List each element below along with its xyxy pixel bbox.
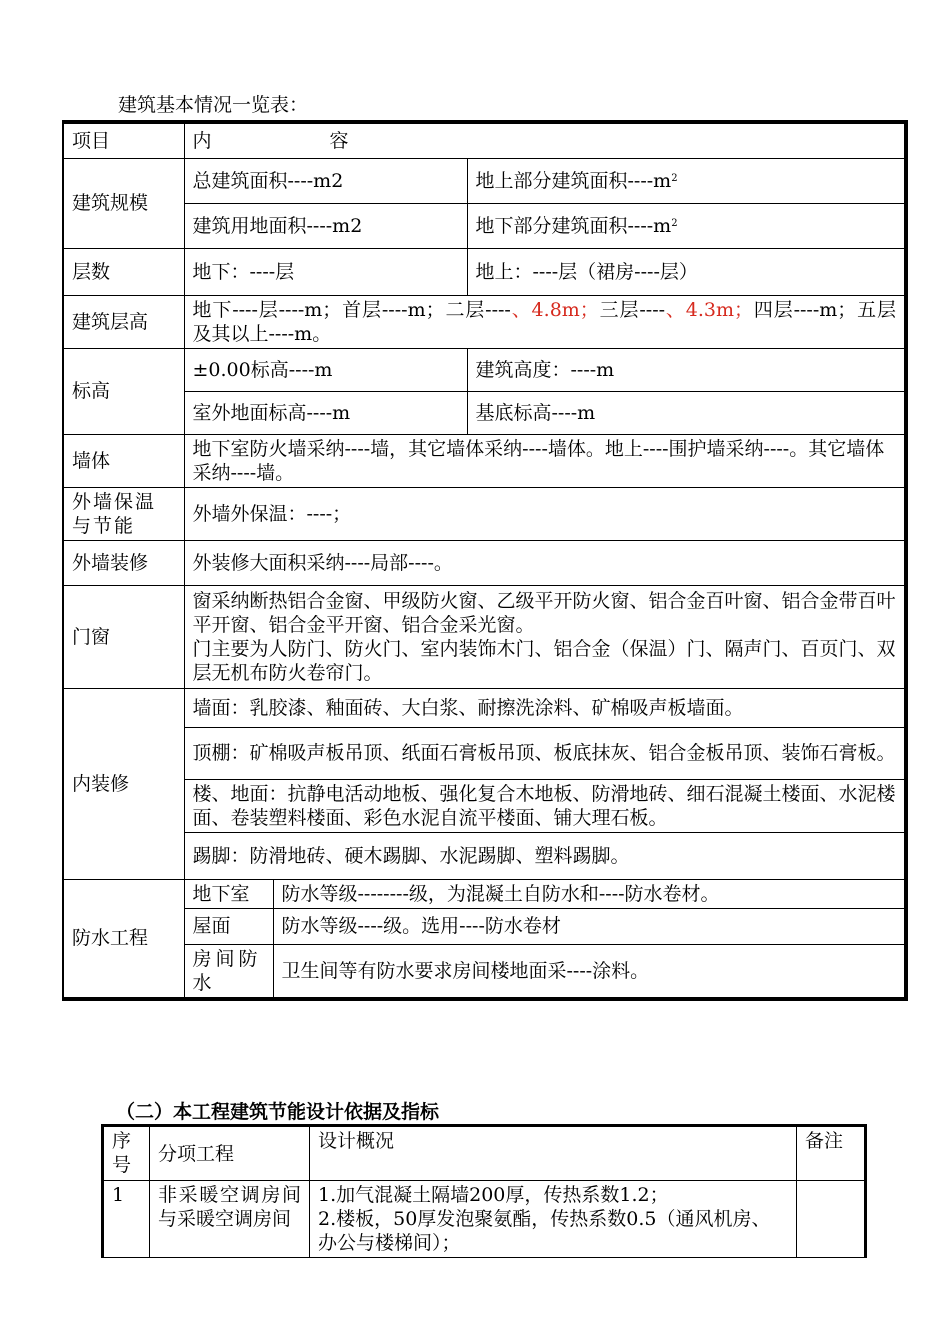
waterproof-room-label: 房间防水	[184, 944, 273, 999]
interior-skirting: 踢脚：防滑地砖、硬木踢脚、水泥踢脚、塑料踢脚。	[184, 832, 906, 879]
waterproof-room-text: 卫生间等有防水要求房间楼地面采----涂料。	[273, 944, 906, 999]
scale-label: 建筑规模	[63, 158, 184, 248]
height-label: 建筑层高	[63, 295, 184, 348]
height-text: 地下----层----m；首层----m；二层----、4.8m；三层----、4.3m；四层----m；五层及其以上----m。	[184, 295, 906, 348]
building-height: 建筑高度：----m	[467, 348, 906, 391]
above-ground-area: 地上部分建筑面积$----m^2$	[467, 158, 906, 203]
interior-ceiling: 顶棚：矿棉吸声板吊顶、纸面石膏板吊顶、板底抹灰、铝合金板吊顶、装饰石膏板。	[184, 727, 906, 779]
row-remark	[797, 1181, 866, 1258]
outdoor-elevation: 室外地面标高----m	[184, 391, 467, 434]
facade-text: 外装修大面积采纳----局部----。	[184, 540, 906, 585]
waterproof-roof-label: 屋面	[184, 908, 273, 944]
waterproof-basement-label: 地下室	[184, 879, 273, 908]
row-overview	[310, 1181, 797, 1258]
insulation-text: 外墙外保温：----；	[184, 487, 906, 540]
elevation-zero: ±0.00标高----m	[184, 348, 467, 391]
wall-label: 墙体	[63, 434, 184, 487]
floors-label: 层数	[63, 248, 184, 295]
window-text-1: 窗采纳断热铝合金窗、甲级防火窗、乙级平开防火窗、铝合金百叶窗、铝合金带百叶平开窗、铝合金平开窗、铝合金采光窗。	[192, 589, 896, 636]
interior-floor: 楼、地面：抗静电活动地板、强化复合木地板、防滑地砖、细石混凝土楼面、水泥楼面、卷装塑料楼面、彩色水泥自流平楼面、铺大理石板。	[184, 779, 906, 832]
waterproof-basement-text: 防水等级--------级，为混凝土自防水和----防水卷材。	[273, 879, 906, 908]
floors-above: 地上：----层（裙房----层）	[467, 248, 906, 295]
building-info-table	[62, 120, 908, 1001]
row-no: 1	[103, 1181, 150, 1258]
elevation-label: 标高	[63, 348, 184, 434]
base-elevation: 基底标高----m	[467, 391, 906, 434]
door-text: 门主要为人防门、防火门、室内装饰木门、铝合金（保温）门、隔声门、百页门、双层无机布防火卷帘门。	[192, 637, 896, 684]
waterproof-roof-text: 防水等级----级。选用----防水卷材	[273, 908, 906, 944]
col-overview: 设计概况	[310, 1126, 797, 1181]
header-item: 项目	[63, 122, 184, 158]
section2-title: （二）本工程建筑节能设计依据及指标	[116, 1101, 440, 1123]
row-overview-line1: 1.加气混凝土隔墙200厚，传热系数1.2；	[318, 1184, 669, 1206]
floors-below: 地下：----层	[184, 248, 467, 295]
below-ground-area: 地下部分建筑面积$----m^2$	[467, 203, 906, 248]
energy-design-table	[101, 1124, 867, 1258]
table-caption: 建筑基本情况一览表：	[118, 94, 309, 116]
insulation-label: 外墙保温与节能	[63, 487, 184, 540]
land-area: 建筑用地面积----m2	[184, 203, 467, 248]
window-text	[184, 585, 906, 688]
col-remark: 备注	[797, 1126, 866, 1181]
col-no: 序号	[103, 1126, 150, 1181]
row-overview-line2: 2.楼板，50厚发泡聚氨酯，传热系数0.5（通风机房、办公与楼梯间）；	[318, 1208, 771, 1254]
window-label: 门窗	[63, 585, 184, 688]
interior-wall: 墙面：乳胶漆、釉面砖、大白浆、耐擦洗涂料、矿棉吸声板墙面。	[184, 688, 906, 727]
row-item: 非采暖空调房间与采暖空调房间	[150, 1181, 310, 1258]
interior-label: 内装修	[63, 688, 184, 879]
facade-label: 外墙装修	[63, 540, 184, 585]
total-area: 总建筑面积----m2	[184, 158, 467, 203]
wall-text: 地下室防火墙采纳----墙，其它墙体采纳----墙体。地上----围护墙采纳----。其它墙体采纳----墙。	[184, 434, 906, 487]
waterproof-label: 防水工程	[63, 879, 184, 999]
header-content: 内 容	[184, 122, 906, 158]
col-item: 分项工程	[150, 1126, 310, 1181]
